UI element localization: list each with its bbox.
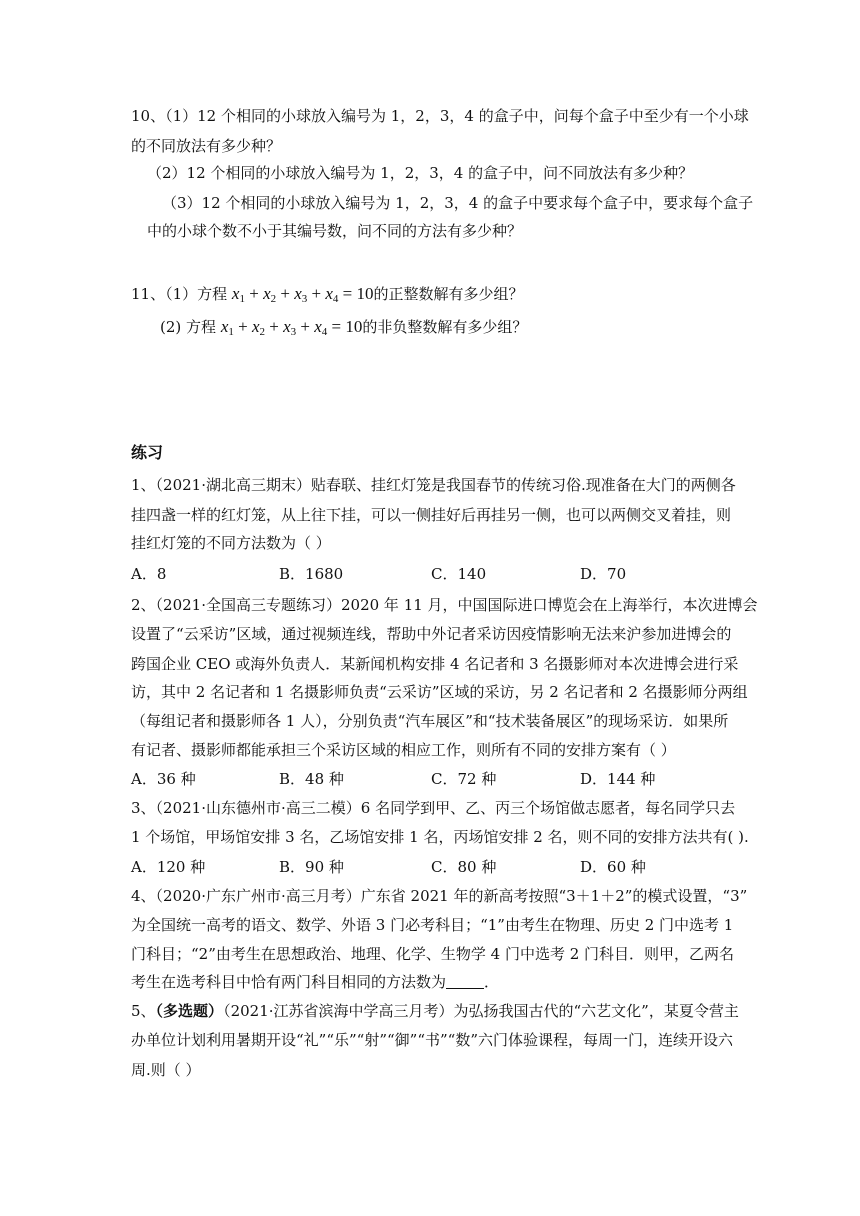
q11-part-2 xyxy=(160,316,527,343)
p2-line-3: 跨国企业 CEO 或海外负责人．某新闻机构安排 4 名记者和 3 名摄影师对本次进博会进行采 xyxy=(131,655,739,673)
p4-line-1: 4、（2020·广东广州市·高三月考）广东省 2021 年的新高考按照“3＋1＋2”的模式设置，“3” xyxy=(131,887,748,905)
p2-line-5: （每组记者和摄影师各 1 人），分别负责“汽车展区”和“技术装备展区”的现场采访．如果所 xyxy=(131,712,729,730)
p1-line-2: 挂四盏一样的红灯笼，从上往下挂，可以一侧挂好后再挂另一侧，也可以两侧交叉着挂，则 xyxy=(131,506,732,524)
p2-option-c: C．72 种 xyxy=(431,770,497,788)
equation-2: $x_1 + x_2 + x_3 + x_4 = 10$ xyxy=(220,317,363,338)
p3-line-1: 3、（2021·山东德州市·高三二模）6 名同学到甲、乙、丙三个场馆做志愿者，每名同学只去 xyxy=(131,799,736,817)
p5-line-1 xyxy=(131,1000,739,1022)
p4-line-2: 为全国统一高考的语文、数学、外语 3 门必考科目；“1”由考生在物理、历史 2 门中选考 1 xyxy=(131,916,734,934)
q11-p1-suffix: 的正整数解有多少组？ xyxy=(373,285,524,303)
p3-option-d: D．60 种 xyxy=(580,858,646,876)
p4-line-4-text: 考生在选考科目中恰有两门科目相同的方法数为 xyxy=(131,973,447,991)
q10-line-3: （2）12 个相同的小球放入编号为 1，2，3，4 的盒子中，问不同放法有多少种？ xyxy=(147,164,694,182)
q11-p1-prefix: 11、（1）方程 xyxy=(131,285,228,303)
p2-line-1: 2、（2021·全国高三专题练习）2020 年 11 月，中国国际进口博览会在上海举行，本次进博会 xyxy=(131,596,758,614)
p5-multi-select-tag: （多选题） xyxy=(155,1002,224,1020)
p1-option-c: C．140 xyxy=(431,565,487,583)
q10-line-2: 的不同放法有多少种？ xyxy=(131,137,282,155)
p2-option-b: B．48 种 xyxy=(279,770,344,788)
p3-option-b: B．90 种 xyxy=(279,858,344,876)
p3-line-2: 1 个场馆，甲场馆安排 3 名，乙场馆安排 1 名，丙场馆安排 2 名，则不同的安排方法共有( ). xyxy=(131,828,749,846)
p5-number: 5、 xyxy=(131,1002,156,1020)
p4-line-4 xyxy=(131,971,499,993)
p4-line-4-end: ． xyxy=(484,973,500,991)
p2-line-4: 访，其中 2 名记者和 1 名摄影师负责“云采访”区域的采访，另 2 名记者和 2 名摄影师分两组 xyxy=(131,683,748,701)
equation-1: $x_1 + x_2 + x_3 + x_4 = 10$ xyxy=(231,284,374,305)
p2-line-6: 有记者、摄影师都能承担三个采访区域的相应工作，则所有不同的安排方案有（ ） xyxy=(131,741,676,759)
p5-line-2: 办单位计划利用暑期开设“礼”“乐”“射”“御”“书”“数”六门体验课程，每周一门，连续开设六 xyxy=(131,1031,734,1049)
q11-p2-prefix: (2) 方程 xyxy=(160,318,217,336)
p1-option-b: B．1680 xyxy=(279,565,344,583)
q10-line-4: （3）12 个相同的小球放入编号为 1，2，3，4 的盒子中要求每个盒子中，要求每个盒子 xyxy=(162,194,754,212)
q10-line-5: 中的小球个数不小于其编号数，问不同的方法有多少种？ xyxy=(147,222,523,240)
p2-line-2: 设置了“云采访”区域，通过视频连线，帮助中外记者采访因疫情影响无法来沪参加进博会的 xyxy=(131,625,732,643)
q11-p2-suffix: 的非负整数解有多少组？ xyxy=(362,318,528,336)
p1-option-a: A．8 xyxy=(131,565,167,583)
p1-line-3: 挂红灯笼的不同方法数为（ ） xyxy=(131,534,331,552)
p5-line-3: 周.则（ ） xyxy=(131,1061,201,1079)
practice-heading: 练习 xyxy=(131,443,164,462)
p3-option-c: C．80 种 xyxy=(431,858,497,876)
q11-part-1 xyxy=(131,283,524,310)
answer-blank xyxy=(446,974,484,989)
p3-option-a: A．120 种 xyxy=(131,858,206,876)
p1-line-1: 1、（2021·湖北高三期末）贴春联、挂红灯笼是我国春节的传统习俗.现准备在大门的两侧各 xyxy=(131,476,736,494)
p2-option-a: A．36 种 xyxy=(131,770,196,788)
p4-line-3: 门科目；“2”由考生在思想政治、地理、化学、生物学 4 门中选考 2 门科目．则甲，乙两名 xyxy=(131,945,735,963)
p2-option-d: D．144 种 xyxy=(580,770,656,788)
p5-line-1-rest: （2021·江苏省滨海中学高三月考）为弘扬我国古代的“六艺文化”，某夏令营主 xyxy=(223,1002,739,1020)
p1-option-d: D．70 xyxy=(580,565,627,583)
q10-line-1: 10、（1）12 个相同的小球放入编号为 1，2，3，4 的盒子中，问每个盒子中至少有一个小球 xyxy=(131,107,749,125)
